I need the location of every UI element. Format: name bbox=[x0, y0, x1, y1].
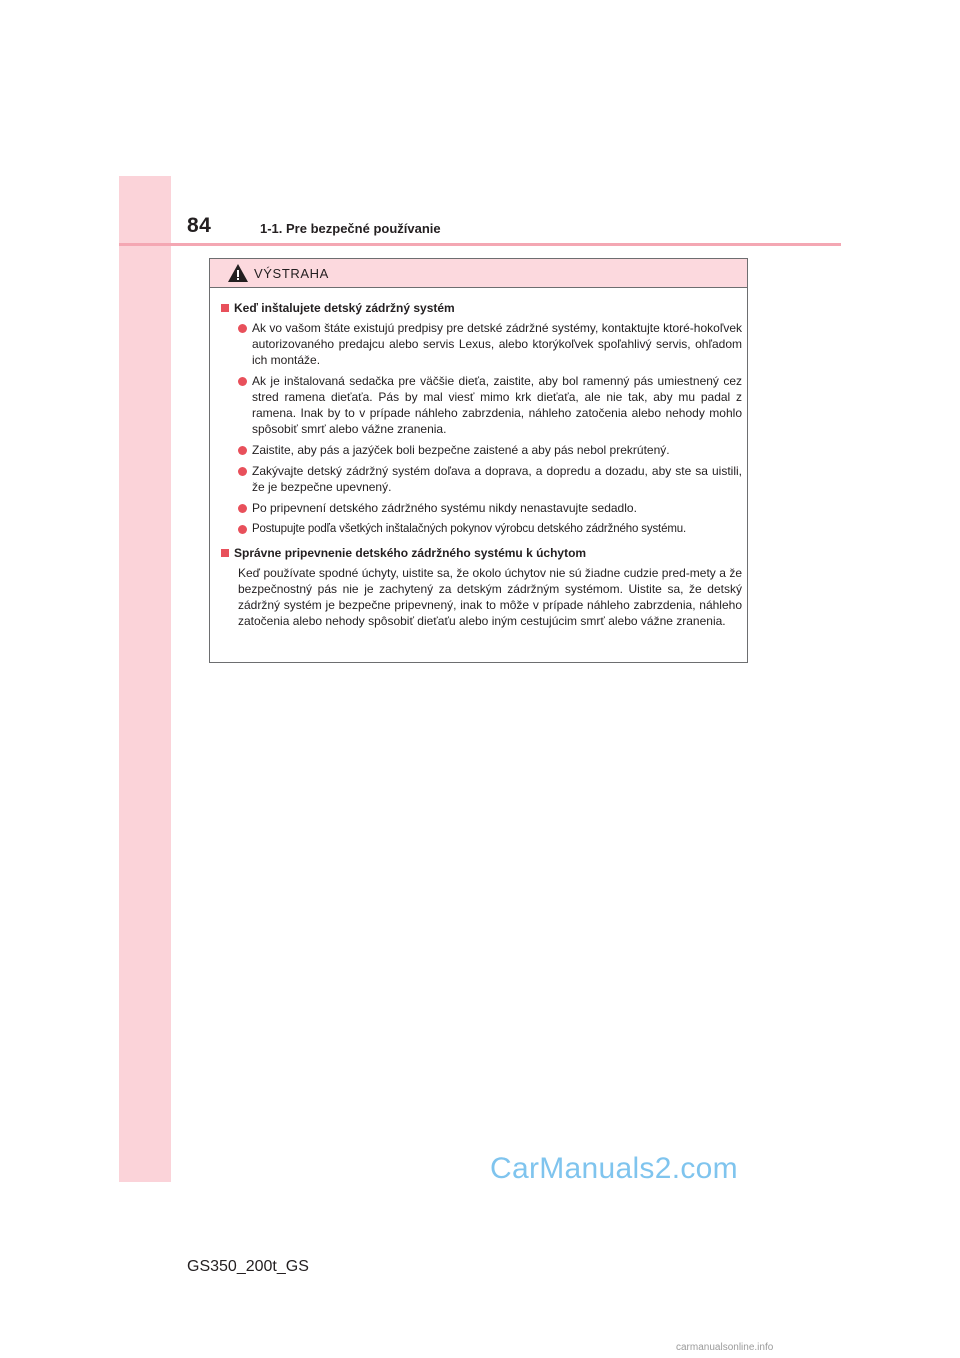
section-heading-text: Keď inštalujete detský zádržný systém bbox=[234, 301, 455, 315]
bullet-icon bbox=[238, 467, 247, 476]
list-item-text: Zaistite, aby pás a jazýček boli bezpečne zaistené a aby pás nebol prekrútený. bbox=[252, 443, 670, 457]
footer-site: carmanualsonline.info bbox=[676, 1342, 774, 1353]
section-heading bbox=[221, 545, 742, 561]
list-item-text: Po pripevnení detského zádržného systému nikdy nenastavujte sedadlo. bbox=[252, 501, 637, 515]
warning-body bbox=[210, 288, 747, 629]
section-paragraph: Keď používate spodné úchyty, uistite sa, že okolo úchytov nie sú žiadne cudzie pred-mety a že bezpečnostný pás nie je zachytený za detským zádržným systémom. Uistite sa, že detský zádržný systém je bezpečne pripevnený, inak to môže v prípade náhleho zabrzdenia, náhleho zatočenia alebo nehody spôsobiť dieťaťu alebo iným cestujúcim smrť alebo vážne zranenia. bbox=[238, 566, 742, 628]
bullet-icon bbox=[238, 324, 247, 333]
list-item-text: Postupujte podľa všetkých inštalačných pokynov výrobcu detského zádržného systému. bbox=[252, 523, 687, 535]
list-item-text: Zakývajte detský zádržný systém doľava a doprava, a dopredu a dozadu, aby ste sa uistili, že je bezpečne upevnený. bbox=[252, 464, 742, 494]
list-item bbox=[238, 521, 742, 537]
footer-model: GS350_200t_GS bbox=[187, 1258, 309, 1275]
bullet-icon bbox=[238, 377, 247, 386]
list-item bbox=[238, 500, 742, 516]
list-item bbox=[238, 463, 742, 495]
warning-box bbox=[209, 258, 748, 663]
section-title: 1-1. Pre bezpečné používanie bbox=[260, 221, 441, 236]
warning-triangle-icon bbox=[227, 263, 249, 283]
warning-header bbox=[210, 259, 747, 288]
section-heading-text: Správne pripevnenie detského zádržného systému k úchytom bbox=[234, 546, 587, 560]
header-rule bbox=[119, 243, 841, 246]
bullet-icon bbox=[238, 504, 247, 513]
bullet-icon bbox=[238, 446, 247, 455]
page-number: 84 bbox=[187, 214, 212, 237]
bullet-icon bbox=[238, 525, 247, 534]
warning-title: VÝSTRAHA bbox=[254, 265, 329, 281]
square-bullet-icon bbox=[221, 549, 229, 557]
square-bullet-icon bbox=[221, 304, 229, 312]
list-item bbox=[238, 320, 742, 368]
list-item-text: Ak je inštalovaná sedačka pre väčšie dieťa, zaistite, aby bol ramenný pás umiestnený cez stred ramena dieťaťa. Pás by mal viesť mimo krk dieťaťa, ale nie tak, aby mu padal z ramena. Inak by to v prípade náhleho zabrzdenia, náhleho zatočenia alebo nehody mohlo spôsobiť smrť alebo vážne zranenia. bbox=[252, 374, 742, 436]
section-heading bbox=[221, 300, 742, 316]
side-band bbox=[119, 176, 171, 1182]
list-item bbox=[238, 442, 742, 458]
watermark: CarManuals2.com bbox=[490, 1152, 738, 1185]
list-item-text: Ak vo vašom štáte existujú predpisy pre detské zádržné systémy, kontaktujte ktoré-hokoľvek autorizovaného predajcu alebo servis Lexus, alebo ktorýkoľvek spoľahlivý servis, ohľadom ich montáže. bbox=[252, 321, 742, 367]
list-item bbox=[238, 373, 742, 437]
